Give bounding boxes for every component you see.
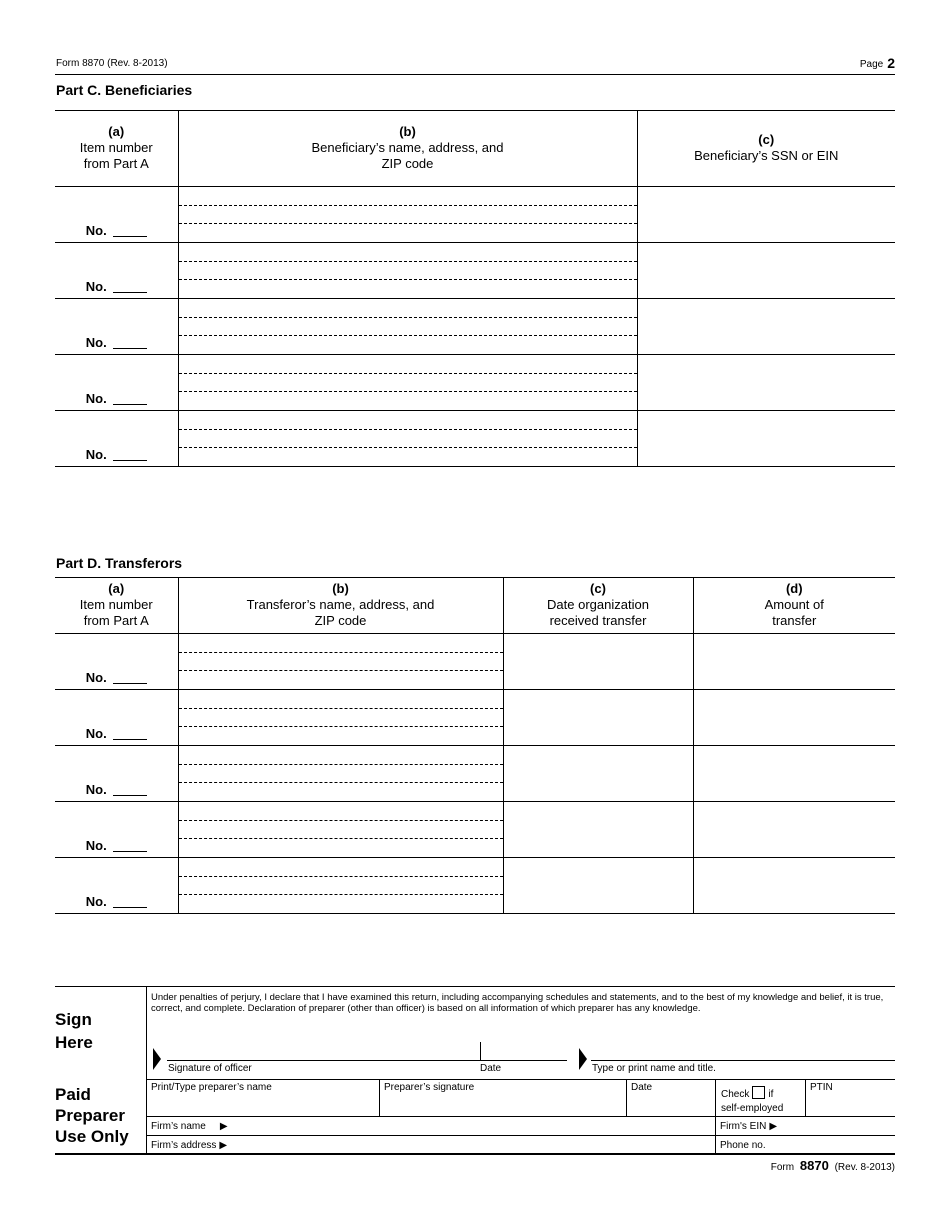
- transferor-name-field[interactable]: [178, 801, 503, 857]
- table-row: [55, 801, 895, 857]
- transferor-name-field[interactable]: [178, 745, 503, 801]
- firm-ein-field[interactable]: Firm's EIN ▶: [720, 1121, 778, 1132]
- col-b-header: (b) Beneficiary’s name, address, and ZIP code: [178, 111, 637, 186]
- beneficiary-name-field[interactable]: [178, 186, 637, 242]
- col-c-header: (c) Beneficiary’s SSN or EIN: [637, 111, 895, 186]
- transfer-date-field[interactable]: [503, 633, 693, 689]
- firm-name-arrow-icon: ▶: [219, 1121, 228, 1132]
- transferor-name-field[interactable]: [178, 689, 503, 745]
- beneficiary-ssn-field[interactable]: [637, 410, 895, 466]
- item-number-field[interactable]: No.: [55, 801, 178, 857]
- transferors-table: [55, 578, 895, 914]
- col-d-header: (d) Amount of transfer: [693, 578, 895, 633]
- col-c-header: (c) Date organization received transfer: [503, 578, 693, 633]
- beneficiary-name-field[interactable]: [178, 298, 637, 354]
- name-title-field[interactable]: [591, 1041, 895, 1061]
- firm-address-arrow-icon: ▶: [219, 1140, 228, 1151]
- footer-form-id: Form 8870 (Rev. 8-2013): [770, 1158, 895, 1173]
- table-row: [55, 689, 895, 745]
- beneficiary-name-field[interactable]: [178, 242, 637, 298]
- item-number-field[interactable]: No.: [55, 745, 178, 801]
- item-number-field[interactable]: No.: [55, 354, 178, 410]
- table-row: [55, 354, 895, 410]
- transferors-header-row: [55, 578, 895, 633]
- beneficiary-name-field[interactable]: [178, 410, 637, 466]
- firm-ein-arrow-icon: ▶: [769, 1121, 778, 1132]
- ptin-field[interactable]: PTIN: [810, 1082, 833, 1093]
- sign-date-label: Date: [480, 1063, 502, 1074]
- sign-here-title: Sign Here: [55, 1010, 93, 1052]
- item-number-field[interactable]: No.: [55, 242, 178, 298]
- table-row: [55, 745, 895, 801]
- transfer-amount-field[interactable]: [693, 801, 895, 857]
- item-number-field[interactable]: No.: [55, 186, 178, 242]
- page-number: 2: [887, 55, 895, 71]
- transfer-amount-field[interactable]: [693, 745, 895, 801]
- signature-section: [55, 986, 895, 1156]
- beneficiary-ssn-field[interactable]: [637, 298, 895, 354]
- beneficiaries-header-row: [55, 111, 895, 186]
- transfer-amount-field[interactable]: [693, 689, 895, 745]
- beneficiary-ssn-field[interactable]: [637, 354, 895, 410]
- preparer-name-field[interactable]: Print/Type preparer’s name: [151, 1082, 272, 1093]
- signature-of-officer-label: Signature of officer: [168, 1063, 252, 1074]
- table-row: [55, 410, 895, 466]
- name-title-arrow-icon: [579, 1048, 587, 1070]
- transfer-date-field[interactable]: [503, 689, 693, 745]
- page-indicator: [860, 55, 895, 71]
- beneficiaries-table: [55, 111, 895, 467]
- item-number-field[interactable]: No.: [55, 633, 178, 689]
- firm-name-field[interactable]: Firm’s name ▶: [151, 1121, 228, 1132]
- name-title-label: Type or print name and title.: [592, 1063, 716, 1074]
- transferor-name-field[interactable]: [178, 633, 503, 689]
- preparer-signature-field[interactable]: Preparer’s signature: [384, 1082, 475, 1093]
- perjury-declaration: Under penalties of perjury, I declare that I have examined this return, including accompanying schedules and statements, and to the best of my knowledge and belief, it is true, correct, and complete. Declaration of preparer (other than officer) is based on all information of which preparer has any knowledge.: [151, 992, 884, 1014]
- signature-arrow-icon: [153, 1048, 161, 1070]
- firm-address-field[interactable]: Firm’s address ▶: [151, 1140, 228, 1151]
- officer-signature-field[interactable]: [167, 1041, 567, 1061]
- table-row: [55, 298, 895, 354]
- transfer-date-field[interactable]: [503, 745, 693, 801]
- beneficiary-name-field[interactable]: [178, 354, 637, 410]
- item-number-field[interactable]: No.: [55, 857, 178, 913]
- item-number-field[interactable]: No.: [55, 298, 178, 354]
- col-a-header: (a) Item number from Part A: [79, 124, 153, 172]
- col-b-header: (b) Transferor’s name, address, and ZIP code: [178, 578, 503, 633]
- self-employed-check: Check if self-employed: [721, 1086, 783, 1116]
- part-d-title: Part D. Transferors: [56, 555, 183, 571]
- form-reference: Form 8870 (Rev. 8-2013): [56, 58, 168, 69]
- header-rule: [55, 74, 895, 75]
- transfer-amount-field[interactable]: [693, 857, 895, 913]
- transfer-date-field[interactable]: [503, 857, 693, 913]
- phone-field[interactable]: Phone no.: [720, 1140, 766, 1151]
- table-row: [55, 186, 895, 242]
- preparer-date-field[interactable]: Date: [631, 1082, 653, 1093]
- transferor-name-field[interactable]: [178, 857, 503, 913]
- beneficiary-ssn-field[interactable]: [637, 186, 895, 242]
- transfer-amount-field[interactable]: [693, 633, 895, 689]
- item-number-field[interactable]: No.: [55, 689, 178, 745]
- transfer-date-field[interactable]: [503, 801, 693, 857]
- paid-preparer-title: Paid Preparer Use Only: [55, 1085, 129, 1146]
- col-a-header: (a) Item number from Part A: [79, 581, 153, 629]
- table-row: [55, 242, 895, 298]
- table-row: [55, 633, 895, 689]
- part-c-title: Part C. Beneficiaries: [56, 82, 193, 98]
- self-employed-checkbox[interactable]: [752, 1086, 765, 1099]
- item-number-field[interactable]: No.: [55, 410, 178, 466]
- beneficiary-ssn-field[interactable]: [637, 242, 895, 298]
- table-row: [55, 857, 895, 913]
- page-label: Page: [859, 59, 884, 70]
